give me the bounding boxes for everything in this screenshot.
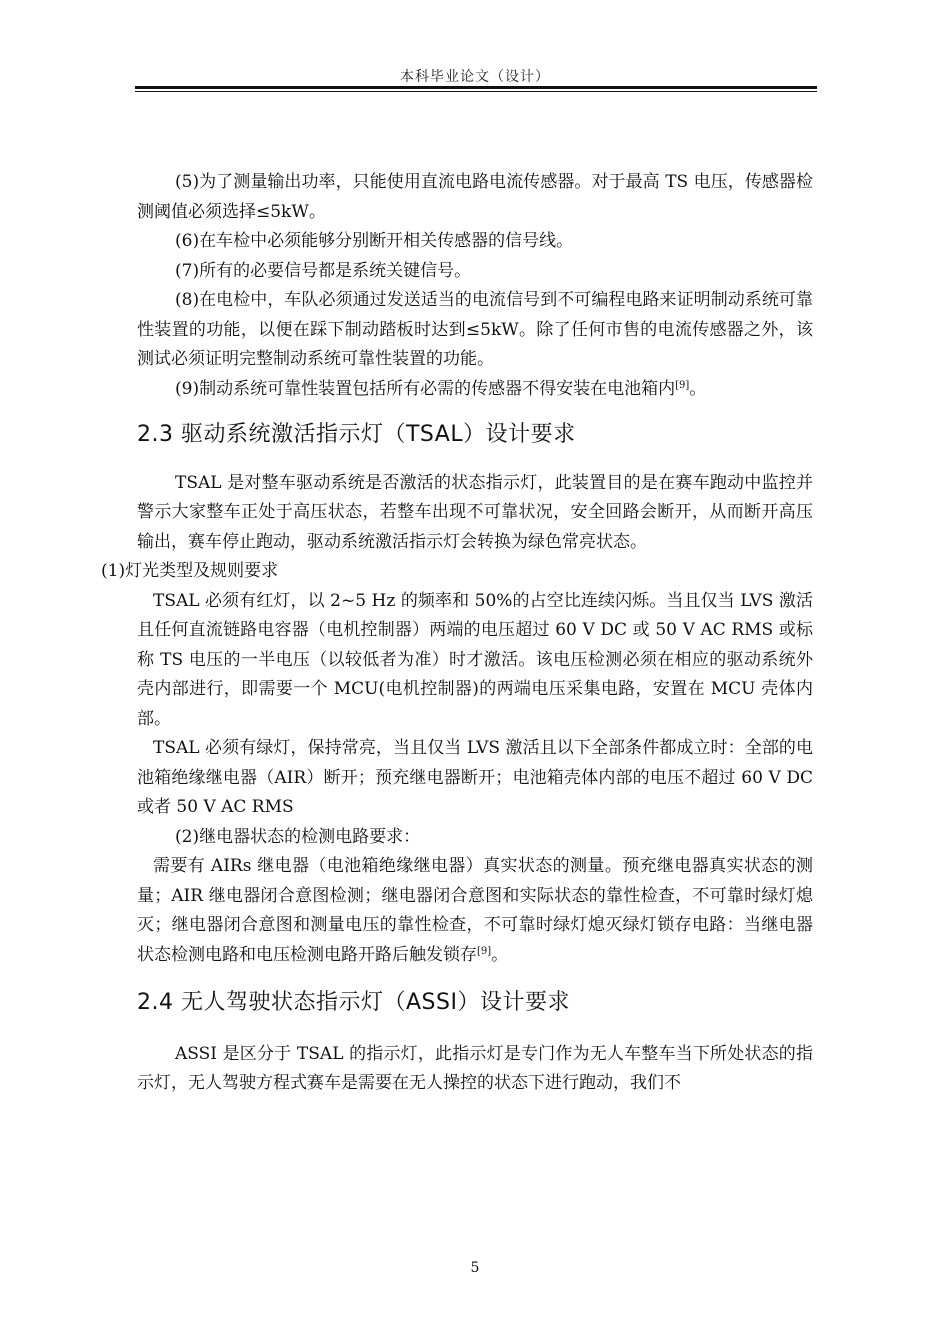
- assi-intro-paragraph: ASSI 是区分于 TSAL 的指示灯，此指示灯是专门作为无人车整车当下所处状态的指示灯，无人驾驶方程式赛车是需要在无人操控的状态下进行跑动，我们不: [137, 1043, 813, 1093]
- tsal-intro-paragraph: TSAL 是对整车驱动系统是否激活的状态指示灯，此装置目的是在赛车跑动中监控并警示大家整车正处于高压状态，若整车出现不可靠状况，安全回路会断开，从而断开高压输出，赛车停止跑动，驱动系统激活指示灯会转换为绿色常亮状态。: [137, 472, 813, 552]
- page-number: 5: [470, 1260, 480, 1276]
- header-rule-thin: [135, 91, 817, 92]
- item-9-text: (9)制动系统可靠性装置包括所有必需的传感器不得安装在电池箱内: [175, 378, 676, 399]
- citation-ref: [9]: [675, 379, 690, 391]
- relay-detection-end: 。: [491, 944, 509, 965]
- green-light-paragraph: TSAL 必须有绿灯，保持常亮，当且仅当 LVS 激活且以下全部条件都成立时：全部的电池箱绝缘继电器（AIR）断开；预充继电器断开；电池箱壳体内部的电压不超过 60 V DC 或者 50 V AC RMS: [137, 738, 813, 817]
- section-heading-2-3: 2.3 驱动系统激活指示灯（TSAL）设计要求: [137, 422, 576, 447]
- light-type-subtitle: (1)灯光类型及规则要求: [101, 561, 279, 581]
- item-6: (6)在车检中必须能够分别断开相关传感器的信号线。: [175, 231, 574, 251]
- item-5: (5)为了测量输出功率，只能使用直流电路电流传感器。对于最高 TS 电压，传感器检测阈值必须选择≤5kW。: [137, 172, 813, 222]
- citation-ref: [9]: [477, 945, 492, 957]
- item-7: (7)所有的必要信号都是系统关键信号。: [175, 260, 472, 281]
- header-rule-thick: [135, 86, 817, 89]
- item-9-end: 。: [689, 378, 707, 399]
- section-heading-2-4: 2.4 无人驾驶状态指示灯（ASSI）设计要求: [137, 990, 570, 1015]
- item-8: (8)在电检中，车队必须通过发送适当的电流信号到不可编程电路来证明制动系统可靠性装置的功能，以便在踩下制动踏板时达到≤5kW。除了任何市售的电流传感器之外，该测试必须证明完整制动系统可靠性装置的功能。: [137, 290, 813, 369]
- item-9: [137, 375, 813, 405]
- red-light-paragraph: TSAL 必须有红灯，以 2~5 Hz 的频率和 50%的占空比连续闪烁。当且仅当 LVS 激活且任何直流链路电容器（电机控制器）两端的电压超过 60 V DC 或 50 V AC RMS 或标称 TS 电压的一半电压（以较低者为准）时才激活。该电压检测必须在相应的驱动系统外壳内部进行，即需要一个 MCU(电机控制器)的两端电压采集电路，安置在 MCU 壳体内部。: [137, 590, 813, 729]
- page-header: 本科毕业论文（设计）: [400, 69, 550, 85]
- relay-detection-paragraph: [137, 852, 813, 970]
- page-body: [101, 168, 813, 1099]
- relay-detection-text: 需要有 AIRs 继电器（电池箱绝缘继电器）真实状态的测量。预充继电器真实状态的测量；AIR 继电器闭合意图检测；继电器闭合意图和实际状态的靠性检查，不可靠时绿灯熄灭；继电器闭合意图和测量电压的靠性检查，不可靠时绿灯熄灭绿灯锁存电路：当继电器状态检测电路和电压检测电路开路后触发锁存: [137, 856, 813, 965]
- relay-detection-subtitle: (2)继电器状态的检测电路要求：: [175, 826, 421, 847]
